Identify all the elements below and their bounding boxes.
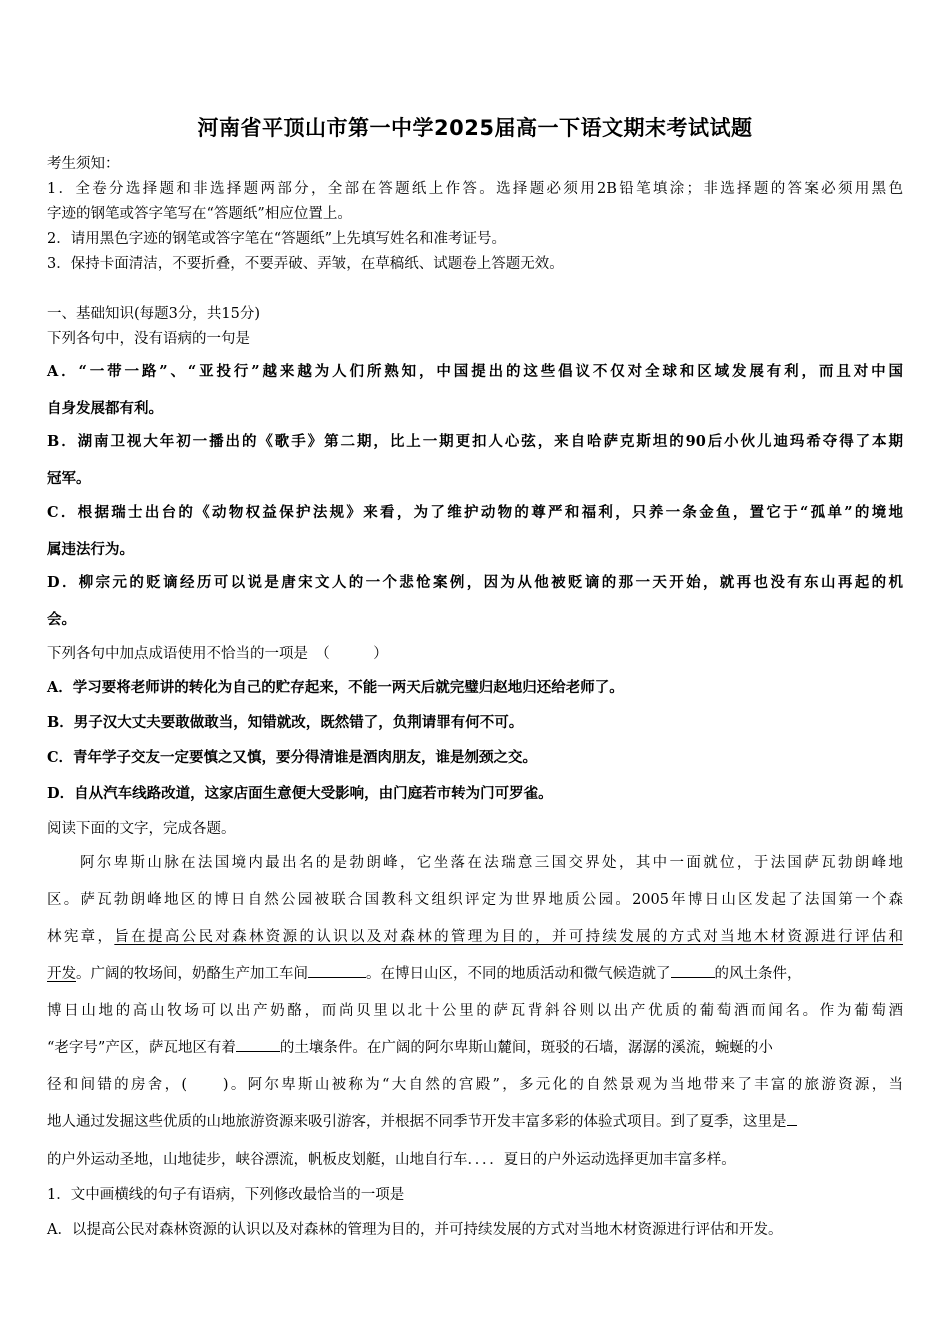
underlined-sentence-part2: 开发 bbox=[47, 966, 76, 982]
notice-item-3: 3．保持卡面清洁，不要折叠，不要弄破、弄皱，在草稿纸、试题卷上答题无效。 bbox=[47, 256, 564, 272]
section-heading: 一、基础知识(每题3分，共15分) bbox=[47, 306, 260, 322]
passage-line-6-text: “老字号”产区，萨瓦地区有着 bbox=[47, 1040, 236, 1056]
passage-line-2: 区。萨瓦勃朗峰地区的博日自然公园被联合国教科文组织评定为世界地质公园。2005年博日山区发起了法国第一个森 bbox=[47, 892, 903, 908]
notice-item-2: 2．请用黑色字迹的钢笔或答字笔在“答题纸”上先填写姓名和准考证号。 bbox=[47, 231, 507, 247]
passage-line-5: 博日山地的高山牧场可以出产奶酪，而尚贝里以北十公里的萨瓦背斜谷则以出产优质的葡萄酒而闻名。作为葡萄酒 bbox=[47, 1003, 903, 1019]
fill-blank-4 bbox=[787, 1113, 797, 1126]
passage-line-9: 的户外运动圣地，山地徒步，峡谷漂流，帆板皮划艇，山地自行车．．．．夏日的户外运动选择更加丰富多样。 bbox=[47, 1152, 736, 1168]
passage-line-4-text: 。广阔的牧场间，奶酪生产加工车间 bbox=[76, 966, 308, 982]
q1-option-d-line2: 会。 bbox=[47, 611, 76, 628]
q1-option-b-line2: 冠军。 bbox=[47, 470, 91, 487]
notice-item-1b: 字迹的钢笔或答字笔写在“答题纸”相应位置上。 bbox=[47, 206, 352, 222]
q1-option-b-line1: B．湖南卫视大年初一播出的《歌手》第二期，比上一期更扣人心弦，来自哈萨克斯坦的90后小伙儿迪玛希夺得了本期 bbox=[47, 433, 903, 450]
passage-line-4 bbox=[47, 962, 802, 983]
q1-option-c-line2: 属违法行为。 bbox=[47, 541, 134, 558]
passage-line-3 bbox=[47, 925, 903, 946]
passage-line-4-text3: 的风土条件， bbox=[714, 966, 802, 982]
q1-option-a-line1: A．“一带一路”、“亚投行”越来越为人们所熟知，中国提出的这些倡议不仅对全球和区域发展有利，而且对中国 bbox=[47, 363, 903, 380]
passage-line-7: 径和间错的房舍，( )。阿尔卑斯山被称为“大自然的宫殿”，多元化的自然景观为当地带来了丰富的旅游资源，当 bbox=[47, 1077, 903, 1093]
passage-line-3-prefix: 林宪章， bbox=[47, 929, 115, 945]
passage-line-6 bbox=[47, 1036, 773, 1057]
underlined-sentence-part1: 旨在提高公民对森林资源的认识以及对森林的管理为目的，并可持续发展的方式对当地木材资源进行评估和 bbox=[114, 929, 904, 945]
passage-line-1: 阿尔卑斯山脉在法国境内最出名的是勃朗峰，它坐落在法瑞意三国交界处，其中一面就位，于法国萨瓦勃朗峰地 bbox=[80, 855, 903, 871]
q2-option-a: A．学习要将老师讲的转化为自己的贮存起来，不能一两天后就完璧归赵地归还给老师了。 bbox=[47, 679, 624, 696]
fill-blank-1 bbox=[308, 965, 366, 978]
passage-line-4-text2: 。在博日山区，不同的地质活动和微气候造就了 bbox=[366, 966, 671, 982]
q1-option-c-line1: C．根据瑞士出台的《动物权益保护法规》来看，为了维护动物的尊严和福利，只养一条金鱼，置它于“孤单”的境地 bbox=[47, 504, 903, 521]
passage-line-8 bbox=[47, 1110, 797, 1131]
fill-blank-2 bbox=[671, 965, 715, 978]
passage-line-6-text2: 的土壤条件。在广阔的阿尔卑斯山麓间，斑驳的石墙，潺潺的溪流，蜿蜒的小 bbox=[279, 1040, 773, 1056]
q1-stem: 下列各句中，没有语病的一句是 bbox=[47, 331, 250, 347]
reading-intro: 阅读下面的文字，完成各题。 bbox=[47, 821, 236, 837]
q2-option-c: C．青年学子交友一定要慎之又慎，要分得清谁是酒肉朋友，谁是刎颈之交。 bbox=[47, 749, 538, 766]
q2-option-b: B．男子汉大丈夫要敢做敢当，知错就改，既然错了，负荆请罪有何不可。 bbox=[47, 714, 524, 731]
q2-stem: 下列各句中加点成语使用不恰当的一项是 （ ） bbox=[47, 646, 388, 662]
q1-option-a-line2: 自身发展都有利。 bbox=[47, 400, 163, 417]
notice-item-1a: 1．全卷分选择题和非选择题两部分，全部在答题纸上作答。选择题必须用2B铅笔填涂；非选择题的答案必须用黑色 bbox=[47, 181, 903, 197]
exam-title: 河南省平顶山市第一中学2025届高一下语文期末考试试题 bbox=[197, 116, 753, 140]
q1-option-d-line1: D．柳宗元的贬谪经历可以说是唐宋文人的一个悲怆案例，因为从他被贬谪的那一天开始，就再也没有东山再起的机 bbox=[47, 574, 903, 591]
notice-heading: 考生须知： bbox=[47, 156, 120, 172]
passage-line-8-text: 地人通过发掘这些优质的山地旅游资源来吸引游客，并根据不同季节开发丰富多彩的体验式项目。到了夏季，这里是 bbox=[47, 1114, 787, 1130]
fill-blank-3 bbox=[236, 1039, 280, 1052]
q2-option-d: D．自从汽车线路改道，这家店面生意便大受影响，由门庭若市转为门可罗雀。 bbox=[47, 785, 553, 802]
sub-question-1-option-a: A．以提高公民对森林资源的认识以及对森林的管理为目的，并可持续发展的方式对当地木材资源进行评估和开发。 bbox=[47, 1222, 783, 1238]
sub-question-1-stem: 1．文中画横线的句子有语病，下列修改最恰当的一项是 bbox=[47, 1187, 405, 1203]
